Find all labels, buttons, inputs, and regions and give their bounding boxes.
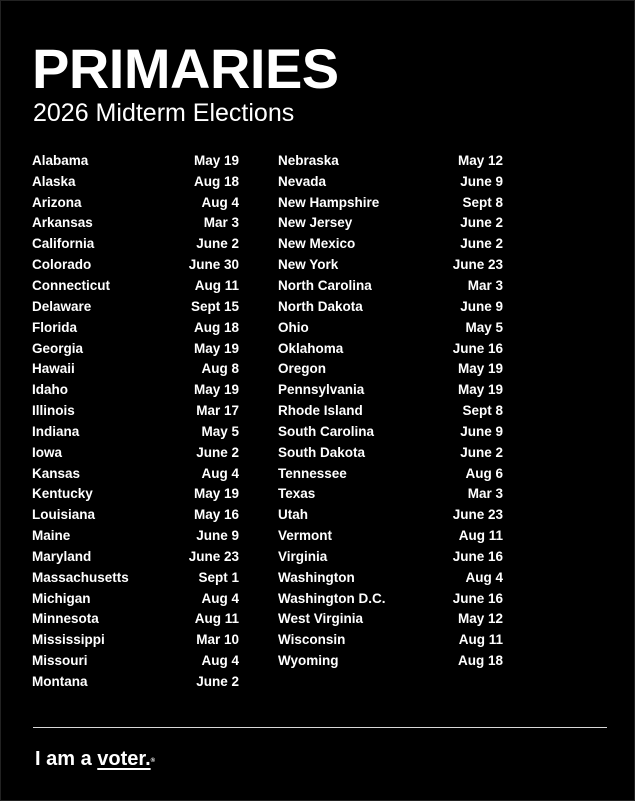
primary-date: Aug 4 (201, 653, 239, 669)
state-name: New York (278, 257, 339, 273)
primary-date: Aug 8 (201, 361, 239, 377)
state-name: South Dakota (278, 444, 366, 460)
primary-date: Aug 11 (458, 528, 503, 544)
primary-row (32, 358, 239, 379)
primary-date: Aug 18 (457, 653, 503, 669)
primary-date: Aug 11 (194, 277, 239, 293)
state-name: California (32, 236, 95, 252)
primary-date: Aug 11 (458, 632, 503, 648)
primary-date: Aug 18 (193, 173, 239, 189)
state-name: Arizona (32, 194, 82, 210)
primary-date: June 16 (452, 590, 503, 606)
state-name: Hawaii (32, 361, 75, 377)
primary-date: June 23 (452, 257, 503, 273)
primary-date: Mar 17 (196, 403, 239, 419)
primary-date: May 5 (465, 319, 503, 335)
primary-date: June 2 (460, 236, 503, 252)
primary-date: May 19 (193, 382, 239, 398)
primary-row (32, 609, 239, 630)
state-name: Idaho (32, 382, 68, 398)
primary-row (32, 379, 239, 400)
primary-date: June 2 (460, 444, 503, 460)
state-name: South Carolina (278, 423, 375, 439)
primary-row (32, 192, 239, 213)
state-name: Utah (278, 507, 308, 523)
primary-row (278, 463, 503, 484)
primary-date: June 9 (196, 528, 239, 544)
state-name: Iowa (32, 444, 63, 460)
primary-row (278, 546, 503, 567)
primary-date: May 5 (201, 423, 239, 439)
primary-row (278, 567, 503, 588)
primary-row (32, 296, 239, 317)
primary-row (32, 650, 239, 671)
primary-row (32, 671, 239, 692)
state-name: Maryland (32, 548, 92, 564)
primary-row (32, 567, 239, 588)
primary-date: June 2 (196, 674, 239, 690)
primary-date: June 2 (460, 215, 503, 231)
primary-date: Aug 11 (194, 611, 239, 627)
state-name: Mississippi (32, 632, 105, 648)
state-name: Kansas (32, 465, 81, 481)
primary-row (278, 421, 503, 442)
primary-row (32, 150, 239, 171)
primary-row (278, 275, 503, 296)
state-name: New Hampshire (278, 194, 380, 210)
primary-date: May 12 (457, 152, 503, 168)
state-name: Rhode Island (278, 403, 363, 419)
primary-row (278, 484, 503, 505)
state-list-right (278, 150, 503, 671)
primary-date: June 2 (196, 444, 239, 460)
primary-date: Sept 8 (462, 403, 503, 419)
state-name: Kentucky (32, 486, 93, 502)
primary-row (32, 275, 239, 296)
primary-date: Aug 18 (193, 319, 239, 335)
primary-row (32, 588, 239, 609)
state-name: Colorado (32, 257, 92, 273)
page-title: PRIMARIES (32, 37, 339, 100)
primary-row (32, 629, 239, 650)
primary-date: Sept 15 (190, 298, 239, 314)
primary-row (278, 588, 503, 609)
primary-row (278, 254, 503, 275)
primary-date: Mar 3 (467, 486, 503, 502)
state-name: Washington D.C. (278, 590, 386, 606)
primary-row (32, 171, 239, 192)
state-name: Wisconsin (278, 632, 346, 648)
primary-row (278, 296, 503, 317)
primary-date: June 23 (452, 507, 503, 523)
primary-row (32, 317, 239, 338)
state-name: Pennsylvania (278, 382, 365, 398)
state-name: Texas (278, 486, 316, 502)
state-name: West Virginia (278, 611, 364, 627)
primary-row (278, 442, 503, 463)
state-name: Washington (278, 569, 355, 585)
state-name: Alaska (32, 173, 76, 189)
state-name: Nevada (278, 173, 327, 189)
state-name: Minnesota (32, 611, 99, 627)
primary-row (32, 504, 239, 525)
state-list-left (32, 150, 239, 692)
primary-row (32, 442, 239, 463)
state-name: Indiana (32, 423, 80, 439)
page-subtitle: 2026 Midterm Elections (33, 99, 295, 127)
primary-date: June 16 (452, 340, 503, 356)
primary-date: Aug 4 (465, 569, 503, 585)
state-name: Oklahoma (278, 340, 344, 356)
primary-date: May 19 (193, 152, 239, 168)
primary-date: May 16 (193, 507, 239, 523)
primary-row (278, 317, 503, 338)
state-name: Virginia (278, 548, 328, 564)
primary-row (32, 484, 239, 505)
primary-row (278, 358, 503, 379)
primary-row (278, 338, 503, 359)
state-name: Oregon (278, 361, 327, 377)
primary-row (278, 650, 503, 671)
primary-date: Mar 10 (196, 632, 239, 648)
state-name: Missouri (32, 653, 88, 669)
state-name: New Jersey (278, 215, 353, 231)
primary-date: June 16 (452, 548, 503, 564)
primary-row (278, 525, 503, 546)
primary-date: June 23 (188, 548, 239, 564)
state-name: North Dakota (278, 298, 363, 314)
state-name: Maine (32, 528, 71, 544)
state-name: Wyoming (278, 653, 339, 669)
primary-row (32, 233, 239, 254)
primary-row (278, 609, 503, 630)
primary-date: May 19 (457, 361, 503, 377)
state-name: Alabama (32, 152, 89, 168)
primary-row (32, 254, 239, 275)
state-name: Ohio (278, 319, 309, 335)
state-name: North Carolina (278, 277, 372, 293)
footer-divider (33, 727, 607, 728)
primary-row (32, 463, 239, 484)
primary-date: Sept 1 (198, 569, 239, 585)
state-name: Florida (32, 319, 78, 335)
primary-date: Mar 3 (203, 215, 239, 231)
state-name: Georgia (32, 340, 84, 356)
i-am-a-voter-logo (35, 746, 155, 772)
primary-date: June 9 (460, 173, 503, 189)
primary-date: Mar 3 (467, 277, 503, 293)
state-name: Nebraska (278, 152, 339, 168)
primary-row (32, 421, 239, 442)
primary-row (278, 213, 503, 234)
primary-row (32, 338, 239, 359)
state-name: Louisiana (32, 507, 96, 523)
primary-date: Aug 4 (201, 194, 239, 210)
logo-prefix: I am a (35, 748, 98, 770)
primary-date: June 30 (188, 257, 239, 273)
primary-row (278, 400, 503, 421)
state-name: Montana (32, 674, 88, 690)
primary-row (278, 192, 503, 213)
primary-date: Aug 4 (201, 590, 239, 606)
primary-date: May 19 (193, 486, 239, 502)
state-name: Vermont (278, 528, 333, 544)
state-name: New Mexico (278, 236, 356, 252)
logo-word: voter. (97, 748, 151, 770)
primary-date: Sept 8 (462, 194, 503, 210)
primary-row (278, 379, 503, 400)
primary-row (278, 171, 503, 192)
primary-date: Aug 4 (201, 465, 239, 481)
primary-row (278, 504, 503, 525)
primary-row (278, 150, 503, 171)
state-name: Massachusetts (32, 569, 129, 585)
primary-row (32, 546, 239, 567)
state-name: Illinois (32, 403, 75, 419)
state-name: Michigan (32, 590, 91, 606)
primary-date: June 2 (196, 236, 239, 252)
primary-row (32, 525, 239, 546)
primary-date: May 19 (193, 340, 239, 356)
primary-row (278, 629, 503, 650)
state-name: Tennessee (278, 465, 347, 481)
state-name: Arkansas (32, 215, 93, 231)
state-name: Delaware (32, 298, 92, 314)
primary-row (32, 213, 239, 234)
state-name: Connecticut (32, 277, 111, 293)
primary-date: June 9 (460, 298, 503, 314)
primary-row (278, 233, 503, 254)
primary-date: May 12 (457, 611, 503, 627)
primary-row (32, 400, 239, 421)
primary-date: June 9 (460, 423, 503, 439)
primary-date: May 19 (457, 382, 503, 398)
primary-date: Aug 6 (465, 465, 503, 481)
registered-mark: ® (150, 758, 156, 764)
